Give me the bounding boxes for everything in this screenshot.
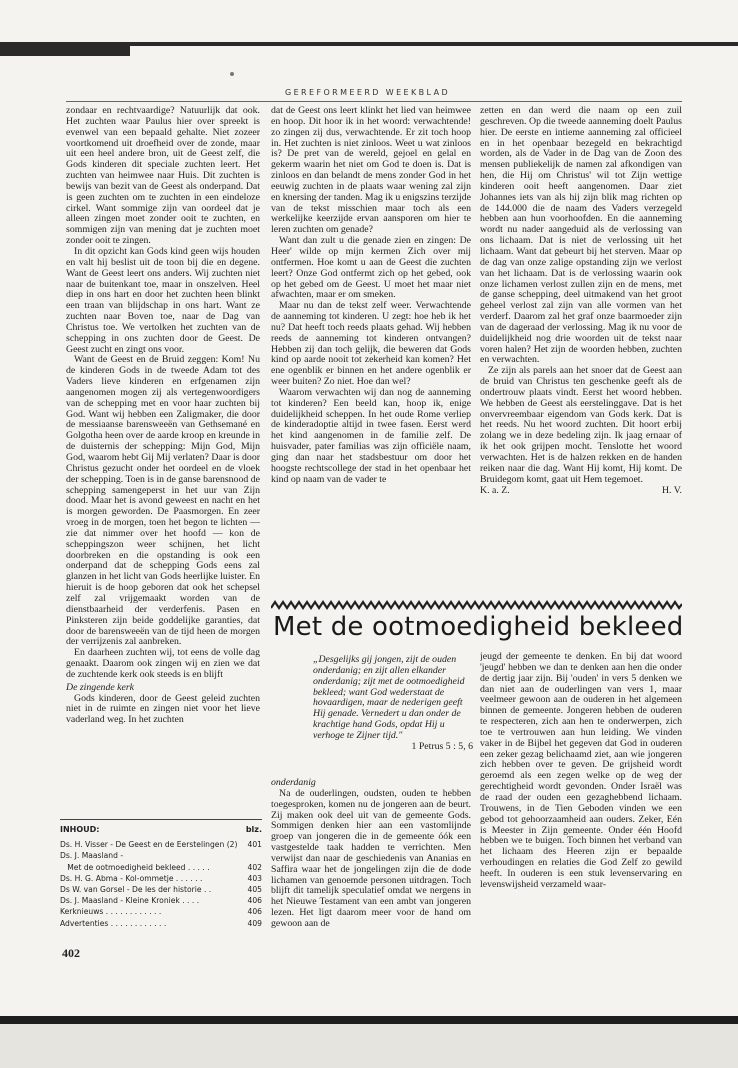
toc-header xyxy=(60,824,262,835)
toc-entry-page: 406 xyxy=(247,907,262,917)
paragraph: Na de ouderlingen, oudsten, ouden te hebben toegesproken, komen nu de jongeren aan de beurt. Zij maken ook deel uit van de gemeente Gods. Sommigen denken hier aan een vastomlijnde groep van jongeren die in de gemeente óók een vastgestelde taak hadden te verrichten. Men verwijst dan naar de geschiedenis van Ananias en Saffira waar het de jongelingen zijn die de dode lichamen van genoemde personen uitdragen. Toch blijft dit tamelijk speculatief omdat we nergens in het Nieuwe Testament van een ambt van jongeren lezen. Het ligt daarom meer voor de hand om gewoon aan de xyxy=(271,787,471,929)
paragraph: zetten en dan werd die naam op een zuil geschreven. Op die tweede aanneming doelt Paulus hier. De eerste en intieme aanneming zal officieel en in het openbaar bezegeld en bekrachtigd worden, als de Vader in de Dag van de Zoon des mensen publiekelijk de namen zal afkondigen van hen, die Hij om Christus' wil tot Zijn wettige kinderen ooit heeft aangenomen. Daar ziet Johannes iets van als hij zijn blik mag richten op de 144.000 die de naam des Vaders verzegeld hebben aan hun voorhoofden. En die aanneming wordt nu nader aangeduid als de verlossing van ons lichaam. Dat is niet de verlossing uit het lichaam. Want dat gebeurt bij het sterven. Maar op de dag van onze zalige opstanding zijn we verlost van het lichaam. Dat is de verlossing waarin ook onze lichamen verlost zullen zijn en de mens, met de ganse schepping, deel uitmakend van het groot geheel verlost zal zijn van alle vormen van het verderf. Daarom zal het graf onze baarmoeder zijn van de dageraad der verlossing. Mag ik nu voor de duidelijkheid nog drie woorden uit de tekst naar voren halen? Het zijn de woorden hebben, zuchten en verwachten. xyxy=(480,106,682,366)
table-of-contents xyxy=(60,819,262,929)
toc-entry[interactable] xyxy=(60,895,262,906)
paragraph: Maar nu dan de tekst zelf weer. Verwachtende de aanneming tot kinderen. U zegt: hoe heb ik het nu? Dat heeft toch reeds plaats gehad. Wij hebben reeds de aanneming tot kinderen ontvangen? Hebben zij dan toch gelijk, die beweren dat Gods kind op aarde nooit tot zekerheid kan komen? Het ene ogenblik er binnen en het andere ogenblik er weer buiten? Zo niet. Hoe dan wel? xyxy=(271,300,471,388)
toc-entry-page: 401 xyxy=(247,840,262,850)
toc-entry-page: 406 xyxy=(247,896,262,906)
paragraph: Want dan zult u die genade zien en zingen: De Heer' wilde op mijn kermen Zich over mij ontfermen. Hoe komt u aan de Geest die zuchten leert? Onze God ontfermt zich op het gebed, ook op het gebed om de Geest. U moet het maar niet afwachten, maar er om smeken. xyxy=(271,235,471,301)
punch-mark xyxy=(230,72,234,76)
decorative-divider xyxy=(271,600,682,610)
toc-entry-title: Ds. J. Maasland - Met de ootmoedigheid bekleed . . . . . xyxy=(60,851,210,872)
toc-entry[interactable] xyxy=(60,850,262,872)
toc-entry-page: 405 xyxy=(247,885,262,895)
bottom-border xyxy=(0,1016,738,1024)
article-title: Met de ootmoedigheid bekleed xyxy=(273,612,684,642)
signature-left: K. a. Z. xyxy=(480,484,510,496)
scripture-quote xyxy=(313,655,473,753)
paragraph: Waarom verwachten wij dan nog de aanneming tot kinderen? Een beeld kan, hoop ik, enige duidelijkheid scheppen. In het oude Rome verliep de kinderadoptie altijd in twee fasen. Eerst werd het kind aangenomen in de familie zelf. De huisvader, pater familias was zijn officiële naam, ging dan naar het stadsbestuur om door het hoogste rechtscollege der stad in het openbaar het kind op naam van de vader te xyxy=(271,386,471,485)
article-column-2 xyxy=(480,652,682,1008)
paragraph: Ze zijn als parels aan het snoer dat de Geest aan de bruid van Christus ten geschenke geeft als de ondertrouw plaats vindt. Eerst het woord hebben. We hebben de Geest als eerstelinggave. Dat is het onvervreembaar eigendom van Gods kerk. Dat is het reeds. Nu het woord zuchten. Dit hoort erbij zolang we in deze bedeling zijn. Ik jaag ernaar of ik het ook grijpen mocht. Tenslotte het woord verwachten. Het is de halzen rekken en de handen reiken naar die dag. Want Hij komt, Hij komt. De Bruidegom komt, gaat uit Hem tegemoet. xyxy=(480,365,682,485)
article-column-1 xyxy=(271,776,471,1008)
masthead: GEREFORMEERD WEEKBLAD xyxy=(285,88,451,97)
paragraph: In dit opzicht kan Gods kind geen wijs houden en valt hij beslist uit de toon bij die en degene. Want de Geest leert ons anders. Wij zuchten niet naar de buitenkant toe, maar in onszelven. Heel diep in ons hart en door het zuchten heen blinkt een traan van blijdschap in ons hart. Want ze zuchten naar Boven toe, naar de Dag van Christus toe. We vertolken het zuchten van de schepping in ons zuchten door de Geest. De Geest zucht en zingt ons voor. xyxy=(66,245,260,355)
paragraph: dat de Geest ons leert klinkt het lied van heimwee en hoop. Dit hoor ik in het woord: verwachtende! zo zingen zij dus, verwachtende. Er zit toch hoop in. Het zuchten is niet zinloos. Weet u wat zinloos is? De pret van de wereld, gejoel en gelal en gekerm waarin het niet om God te doen is. Dat is zinloos en dan belandt de mens zonder God in het eeuwig zuchten in de plaats waar wening zal zijn en knersing der tanden. Mag ik u enigszins terzijde van de tekst misschien maar toch als een werkelijke keerzijde ervan aansporen om hier te leren zuchten om genade? xyxy=(271,106,471,236)
toc-entry-title: Kerknieuws . . . . . . . . . . . . xyxy=(60,907,162,917)
toc-entry-title: Ds W. van Gorsel - De les der historie . . xyxy=(60,885,212,895)
signature-right: H. V. xyxy=(661,484,682,496)
header-rule xyxy=(66,101,682,102)
toc-entry-title: Ds. H. G. Abma - Kol-ommetje . . . . . . xyxy=(60,873,203,883)
toc-entry[interactable] xyxy=(60,839,262,850)
toc-entry-title: Ds. H. Visser - De Geest en de Eerstelingen (2) xyxy=(60,840,238,850)
toc-entry[interactable] xyxy=(60,873,262,884)
toc-entry[interactable] xyxy=(60,884,262,895)
bottom-margin xyxy=(0,1024,738,1068)
quote-text: „Desgelijks gij jongen, zijt de ouden onderdanig; en zijt allen elkander onderdanig; zijt met de ootmoedigheid bekleed; want God wederstaat de hovaardigen, maar de nederigen geeft Hij genade. Vernedert u dan onder de krachtige hand Gods, opdat Hij u verhoge te Zijner tijd." xyxy=(313,654,465,741)
toc-page-heading: blz. xyxy=(245,825,262,834)
column-2 xyxy=(271,106,471,584)
paragraph: Want de Geest en de Bruid zeggen: Kom! Nu de kinderen Gods in de tweede Adam tot des Vaders lieve kinderen en erfgenamen zijn aangenomen mogen zij als vertegenwoordigers van de schepping met en voor haar zuchten bij God. Want wij hebben een Zaligmaker, die door de messiaanse barensweeën van Gethsemané en Golgotha heen over de aarde kroop en kreunde in de duisternis der schepping: Mijn God, Mijn God, waarom hebt Gij Mij verlaten? Daar is door Christus gezucht onder het oordeel en de vloek der schepping. Toen is in de ganse barensnood de schepping samengeperst in het uur van Zijn dood. Maar het is avond geweest en nacht en het is morgen geworden. De Paasmorgen. En zeer vroeg in de morgen, toen het begon te lichten — zie dat nimmer over het hoofd — kon de scheppingszon weer schijnen, het licht doorbreken en die opstanding is ook een onderpand dat de schepping Gods eens zal glanzen in het licht van Gods heerlijke luister. En hieruit is de hoop geboren dat ook het schepsel zelf zal vrijgemaakt worden van de dienstbaarheid der verderfenis. Pasen en Pinksteren zijn beide goddelijke garanties, dat door de barensweeën van de tijd heen de morgen der verrijzenis zal aanbreken. xyxy=(66,354,260,648)
toc-entry-page: 409 xyxy=(247,918,262,928)
top-border-tab xyxy=(0,46,130,56)
page-number: 402 xyxy=(62,946,80,960)
toc-entry-title: Ds. J. Maasland - Kleine Kroniek . . . . xyxy=(60,896,200,906)
toc-entry[interactable] xyxy=(60,918,262,929)
subheading: De zingende kerk xyxy=(66,681,135,693)
toc-heading: INHOUD: xyxy=(60,825,100,834)
toc-entry[interactable] xyxy=(60,906,262,917)
paragraph: zondaar en rechtvaardige? Natuurlijk dat ook. Het zuchten waar Paulus hier over spreekt is evenwel van een bepaald gehalte. Niet zozeer voortkomend uit droefheid over de zonde, maar uit een heel andere bron, uit de Geest zelf, die Gods kinderen dit speciale zuchten leert. Het zuchten van heimwee naar Huis. Dit zuchten is bewijs van bezit van de Geest als onderpand. Dat is geen zuchten om te zuchten in een eindeloze cirkel. Want sommige zijn van oordeel dat je alleen zingen moet zonder ooit te zuchten, en sommigen zijn van mening dat je zuchten moet zonder ooit te zingen. xyxy=(66,106,260,247)
column-1 xyxy=(66,106,260,814)
paragraph: jeugd der gemeente te denken. En bij dat woord 'jeugd' hebben we dan te denken aan hen die onder de dertig jaar zijn. Bij 'ouden' in vers 5 denken we dan niet aan de ouderlingen van vers 1, maar veelmeer gewoon aan de ouderen in het algemeen binnen de gemeente. Jongeren hebben de ouderen te respecteren, zich aan hen te onderwerpen, zich toe te vertrouwen aan hun leiding. We vinden vaker in de Bijbel het gegeven dat God in ouderen een zeker gezag belichaamd ziet, aan wie jongeren zich hebben over te geven. De grijsheid wordt geroemd als een zegen welke op de weg der gerechtigheid wordt gevonden. Onder Israël was de raad der ouden een gezaghebbend lichaam. Trouwens, in de Tien Geboden vinden we een gebod tot gehoorzaamheid aan ouders. Zeker, Eén is Meester in Zijn gemeente. Onder één Hoofd hebben we te buigen. Toch binnen het verband van het lichaam des Heeren zijn er bepaalde verhoudingen en relaties die God Zelf zo gewild heeft. In ouderen is een stuk levenservaring en levenswijsheid verzameld waar- xyxy=(480,652,682,890)
toc-entry-page: 402 xyxy=(247,862,262,872)
toc-entry-title: Advertenties . . . . . . . . . . . . xyxy=(60,918,167,928)
toc-entry-page: 403 xyxy=(247,873,262,883)
signature-line xyxy=(480,486,682,497)
column-3 xyxy=(480,106,682,584)
subheading: onderdanig xyxy=(271,777,316,788)
paragraph: En daarheen zuchten wij, tot eens de volle dag genaakt. Daarom ook zingen wij en zien we dat de zuchtende kerk ook steeds is en blijft xyxy=(66,647,260,680)
paragraph: Gods kinderen, door de Geest geleid zuchten niet in de ruimte en zingen niet voor het lieve vaderland weg. In het zuchten xyxy=(66,692,260,726)
quote-reference: 1 Petrus 5 : 5, 6 xyxy=(411,740,473,752)
